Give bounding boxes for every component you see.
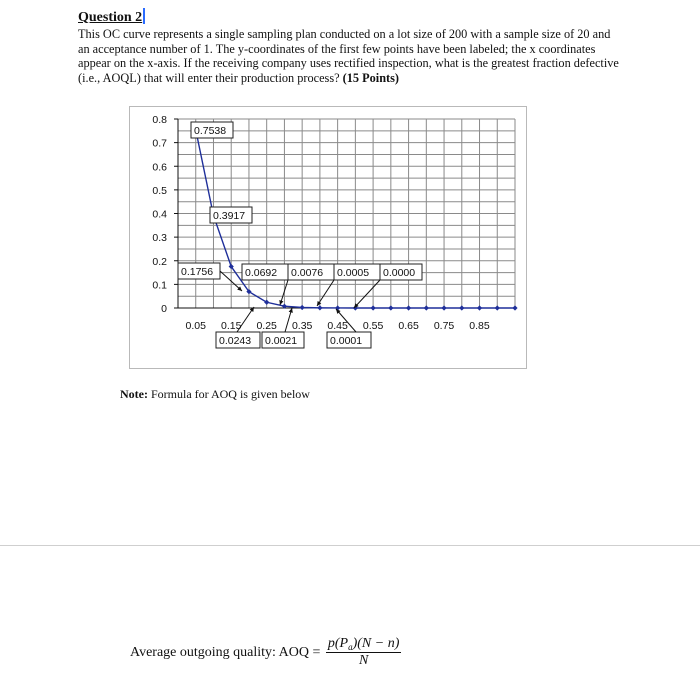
numerator-subscript: a	[348, 642, 353, 652]
label-arrowhead	[317, 301, 321, 306]
formula-lhs: Average outgoing quality: AOQ =	[130, 644, 321, 660]
question-block	[78, 8, 623, 85]
text-cursor	[143, 8, 145, 24]
numerator-part-b: )(N − n)	[352, 636, 400, 651]
question-title: Question 2	[78, 10, 143, 25]
label-0-0005: 0.0005	[337, 267, 370, 279]
question-points: (15 Points)	[342, 70, 400, 85]
data-point	[477, 305, 482, 310]
y-tick-label: 0.5	[152, 184, 167, 197]
x-tick-label: 0.25	[256, 320, 277, 332]
x-tick-label: 0.15	[220, 320, 242, 332]
divider	[0, 545, 700, 546]
y-tick-label: 0.3	[152, 232, 167, 245]
data-point	[441, 305, 446, 310]
x-tick-label: 0.75	[433, 320, 455, 332]
x-tick-label: 0.45	[327, 320, 348, 332]
data-point	[371, 305, 376, 310]
x-tick-label: 0.65	[398, 320, 419, 332]
label-0-0021: 0.0021	[265, 335, 298, 347]
data-point	[300, 305, 305, 310]
note	[120, 387, 310, 402]
data-point	[317, 305, 322, 310]
aoq-formula	[130, 636, 401, 669]
label-0-0243: 0.0243	[219, 335, 252, 347]
label-0-0001: 0.0001	[330, 335, 363, 347]
label-0-3917: 0.3917	[213, 210, 246, 222]
label-0-0000: 0.0000	[383, 267, 416, 279]
numerator-part-a: p(P	[327, 636, 349, 651]
y-tick-label: 0.4	[152, 208, 167, 221]
formula-numerator	[326, 636, 402, 653]
data-point	[495, 305, 500, 310]
x-tick-label: 0.55	[362, 320, 384, 332]
label-0-0692: 0.0692	[245, 267, 278, 279]
y-tick-label: 0.1	[152, 279, 167, 292]
question-body: This OC curve represents a single sampling plan conducted on a lot size of 200 with a sample size of 20 and an acceptance number of 1. The y-coordinates of the first few points have been labeled; the x coordinates appear on the x-axis. If the receiving company uses rectified inspection, what is the greatest fraction defective (i.e., AOQL) that will enter their production process?	[78, 27, 619, 85]
oc-curve-svg	[130, 107, 526, 368]
data-point	[459, 305, 464, 310]
note-label: Note:	[120, 387, 148, 401]
label-0-0076: 0.0076	[291, 267, 324, 279]
y-tick-label: 0.7	[152, 137, 167, 150]
label-0-7538: 0.7538	[194, 125, 227, 137]
formula-denominator: N	[358, 653, 369, 668]
formula-fraction	[326, 636, 402, 669]
oc-curve-chart	[129, 106, 527, 369]
label-0-1756: 0.1756	[181, 266, 214, 278]
x-tick-label: 0.35	[291, 320, 313, 332]
question-text	[78, 27, 623, 85]
data-point	[388, 305, 393, 310]
x-tick-label: 0.05	[185, 320, 206, 332]
note-text: Formula for AOQ is given below	[150, 387, 310, 401]
data-point	[424, 305, 429, 310]
x-tick-label: 0.85	[469, 320, 490, 332]
data-point	[406, 305, 411, 310]
y-tick-label: 0.2	[152, 255, 167, 268]
label-arrowhead	[279, 300, 283, 305]
data-point	[512, 305, 517, 310]
y-tick-label: 0.8	[152, 114, 167, 126]
y-tick-label: 0.6	[152, 161, 167, 174]
y-tick-label: 0	[161, 303, 167, 315]
